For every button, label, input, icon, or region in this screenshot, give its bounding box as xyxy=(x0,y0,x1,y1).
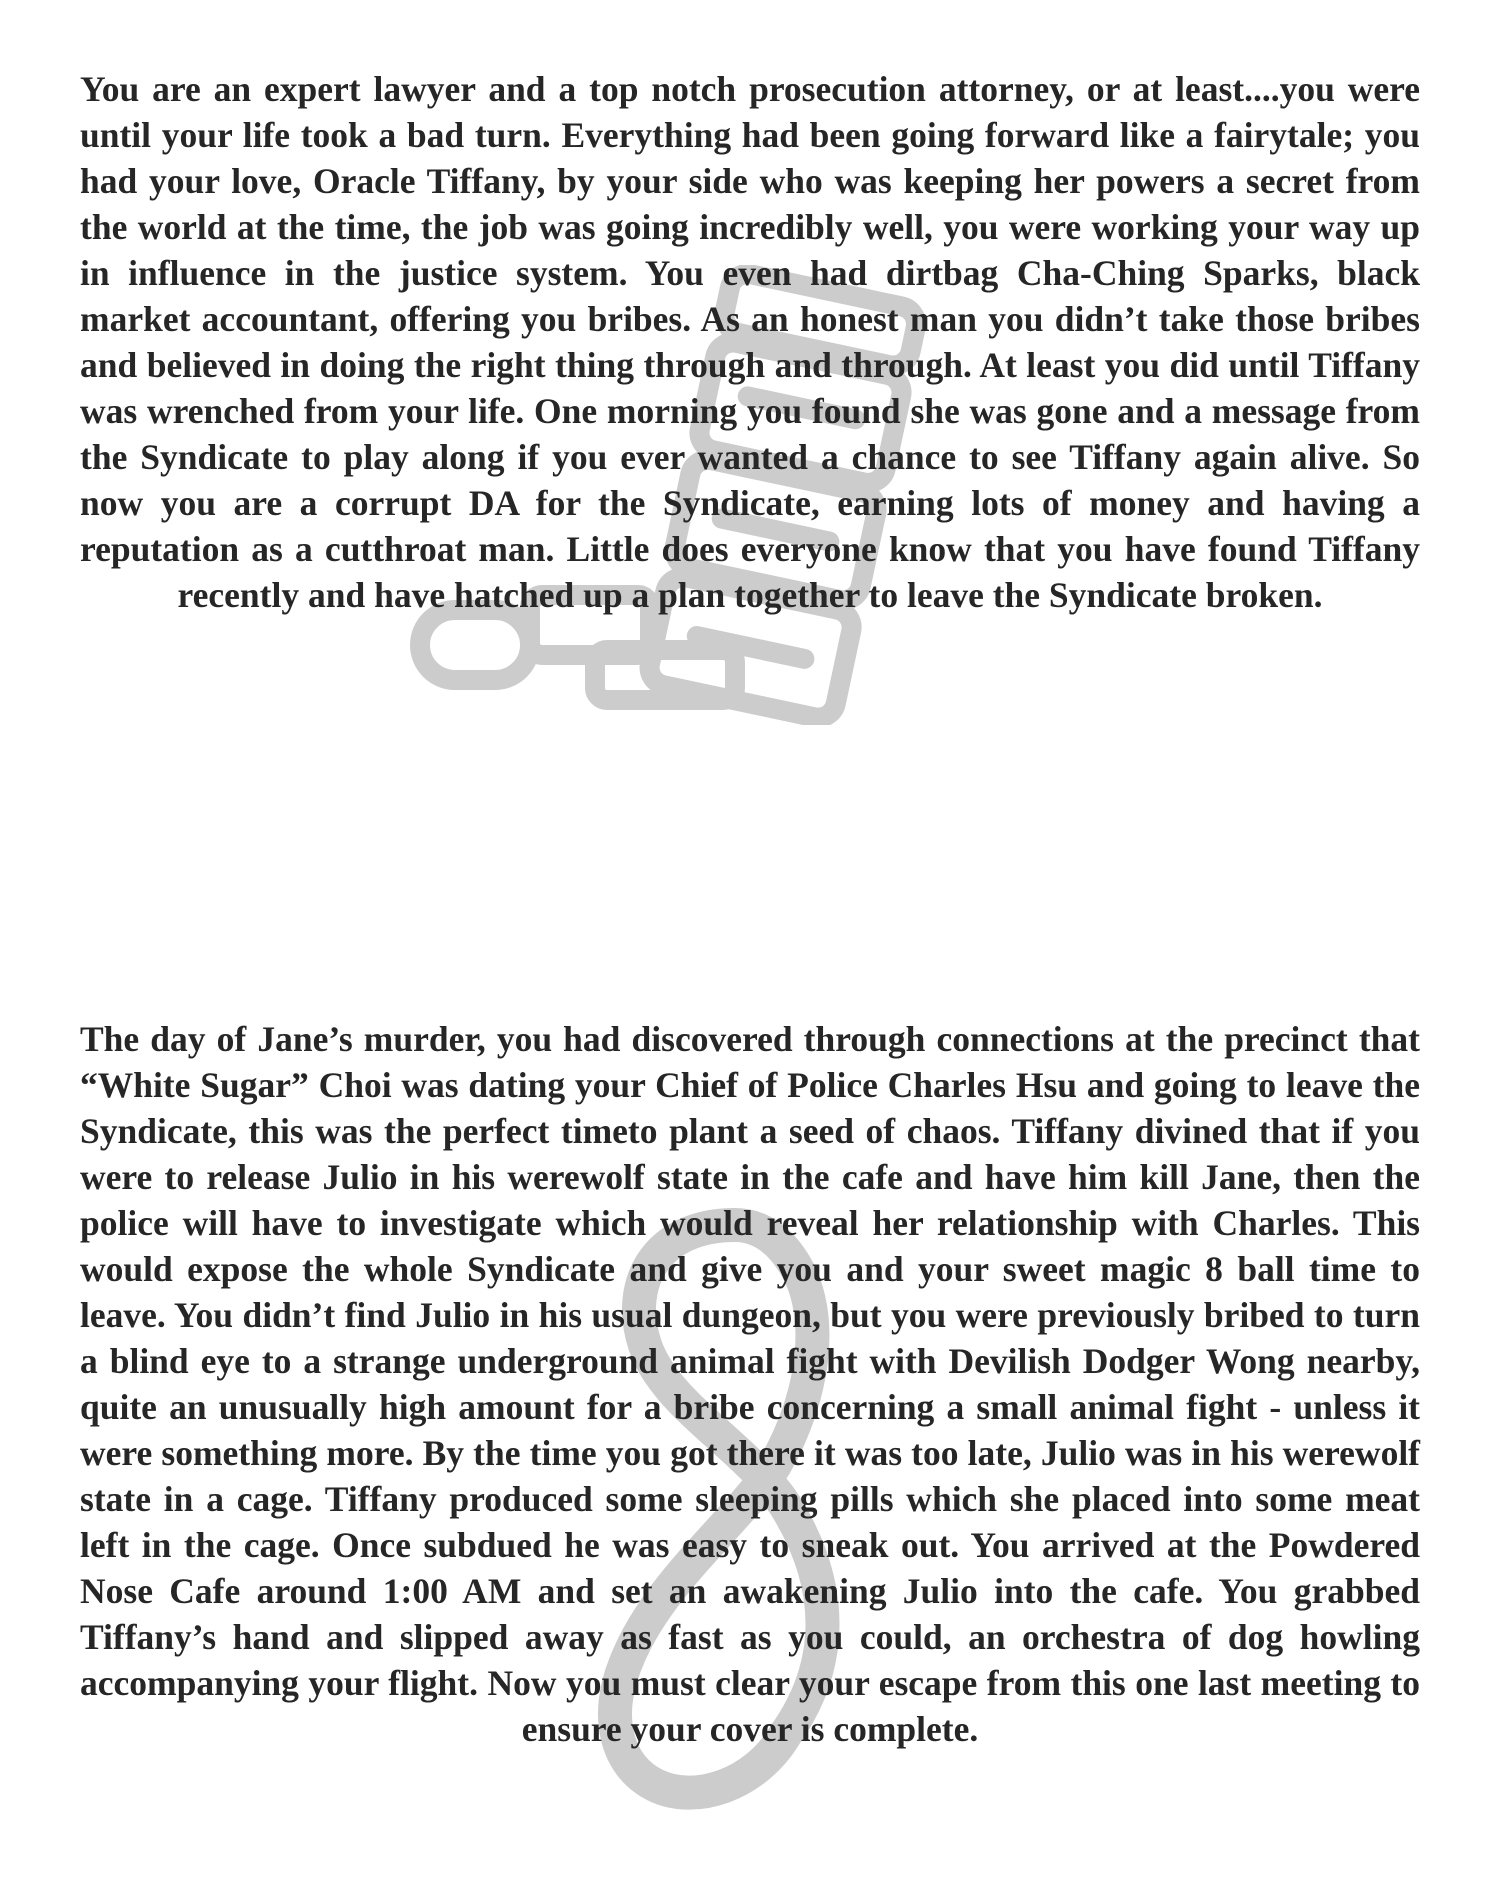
story-paragraph-1: You are an expert lawyer and a top notch prosecution attorney, or at least....you were until your life took a bad turn. Everything had been going forward like a fairytale; you had your love, Oracle Tiffany, by your side who was keeping her powers a secret from the world at the time, the job was going incredibly well, you were working your way up in influence in the justice system. You even had dirtbag Cha-Ching Sparks, black market accountant, offering you bribes. As an honest man you didn’t take those bribes and believed in doing the right thing through and through. At least you did until Tiffany was wrenched from your life. One morning you found she was gone and a message from the Syndicate to play along if you ever wanted a chance to see Tiffany again alive. So now you are a corrupt DA for the Syndicate, earning lots of money and having a reputation as a cutthroat man. Little does everyone know that you have found Tiffany recently and have hatched up a plan together to leave the Syndicate broken. xyxy=(80,69,1420,615)
story-paragraph-2: The day of Jane’s murder, you had discovered through connections at the precinct that “White Sugar” Choi was dating your Chief of Police Charles Hsu and going to leave the Syndicate, this was the perfect timeto plant a seed of chaos. Tiffany divined that if you were to release Julio in his werewolf state in the cafe and have him kill Jane, then the police will have to investigate which would reveal her relationship with Charles. This would expose the whole Syndicate and give you and your sweet magic 8 ball time to leave. You didn’t find Julio in his usual dungeon, but you were previously bribed to turn a blind eye to a strange underground animal fight with Devilish Dodger Wong nearby, quite an unusually high amount for a bribe concerning a small animal fight - unless it were something more. By the time you got there it was too late, Julio was in his werewolf state in a cage. Tiffany produced some sleeping pills which she placed into some meat left in the cage. Once subdued he was easy to sneak out. You arrived at the Powdered Nose Cafe around 1:00 AM and set an awakening Julio into the cafe. You grabbed Tiffany’s hand and slipped away as fast as you could, an orchestra of dog howling accompanying your flight. Now you must clear your escape from this one last meeting to ensure your cover is complete. xyxy=(80,1019,1420,1749)
